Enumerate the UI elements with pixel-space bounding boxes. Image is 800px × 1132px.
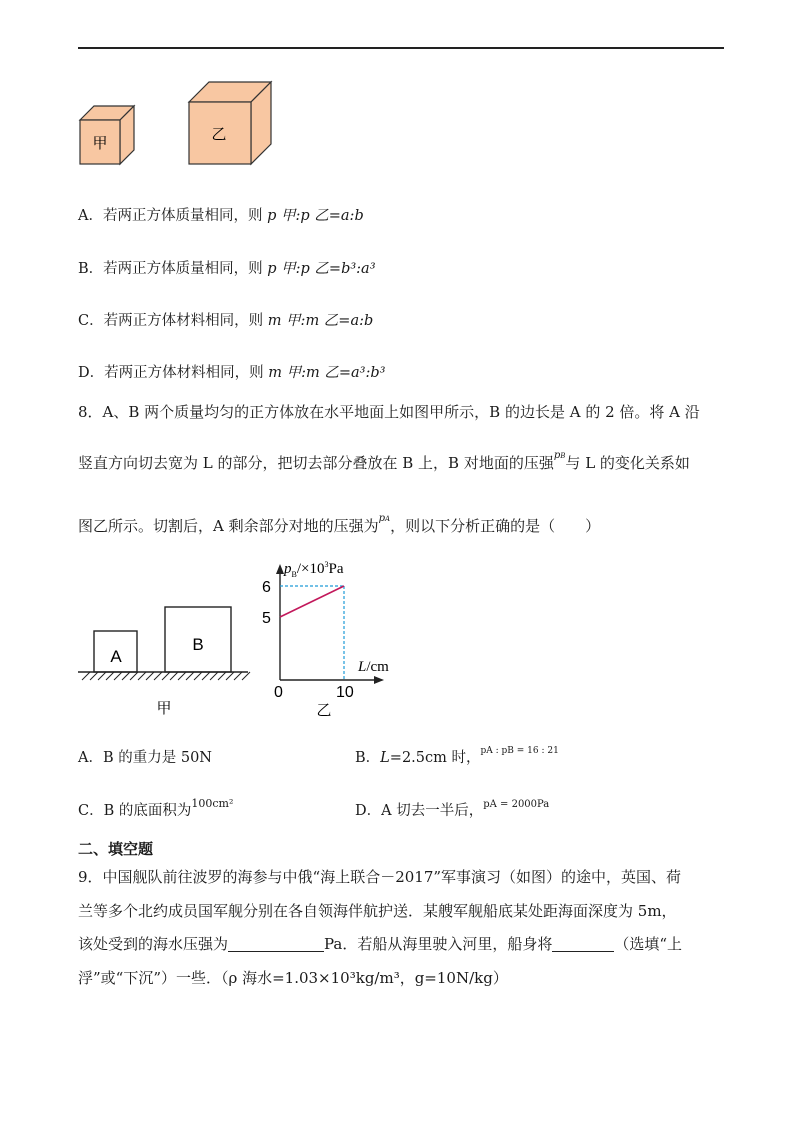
q7-option-c-formula: m 甲:m 乙=a:b bbox=[267, 313, 374, 329]
q7-option-a-text: A．若两正方体质量相同，则 bbox=[78, 208, 263, 224]
q7-option-d bbox=[78, 361, 385, 382]
graph-y-label: $p_B/\times 10^3Pa$ bbox=[284, 560, 344, 579]
q8-pa-symbol: pA bbox=[378, 513, 391, 524]
q7-option-c-text: C．若两正方体材料相同，则 bbox=[78, 313, 264, 329]
pb-line bbox=[280, 586, 344, 617]
q9-line-2: 兰等多个北约成员国军舰分别在各自领海伴航护送．某艘军舰船底某处距海面深度为 5m， bbox=[78, 902, 677, 920]
q7-option-a bbox=[78, 204, 364, 225]
block-b-label: B bbox=[192, 635, 204, 654]
q8-line-2 bbox=[78, 450, 690, 474]
q8-option-d-formula: pA = 2000Pa bbox=[483, 799, 550, 810]
q8-line-2-text-b: 与 L 的变化关系如 bbox=[565, 454, 690, 472]
q7-option-d-text: D．若两正方体材料相同，则 bbox=[78, 365, 264, 381]
cube-jia-label: 甲 bbox=[92, 134, 108, 152]
q8-option-c: C．B 的底面积为$^{100cm^2}$ bbox=[78, 797, 234, 819]
header-rule bbox=[78, 47, 724, 49]
graph-yi bbox=[260, 554, 410, 724]
tick-y-6: 6 bbox=[262, 579, 271, 596]
q7-option-d-formula: m 甲:m 乙=a³:b³ bbox=[268, 365, 386, 381]
cube-yi bbox=[189, 82, 271, 164]
q7-option-c bbox=[78, 309, 373, 330]
q8-option-b-formula: pA : pB = 16 : 21 bbox=[480, 746, 559, 756]
q8-line-3 bbox=[78, 513, 601, 537]
q8-line-3-text-a: 图乙所示。切割后，A 剩余部分对地的压强为 bbox=[78, 517, 379, 535]
q9-line-1: 9．中国舰队前往波罗的海参与中俄“海上联合－2017”军事演习（如图）的途中，英国、荷 bbox=[78, 868, 682, 886]
section-title: 二、填空题 bbox=[78, 840, 154, 858]
q7-option-b bbox=[78, 257, 376, 278]
q9-blank-1[interactable] bbox=[228, 937, 324, 952]
q8-option-a: A．B 的重力是 50N bbox=[78, 750, 212, 766]
q8-line-2-text-a: 竖直方向切去宽为 L 的部分，把切去部分叠放在 B 上，B 对地面的压强 bbox=[78, 454, 554, 472]
figure-jia-caption: 甲 bbox=[156, 699, 172, 717]
q9-blank-2[interactable] bbox=[552, 937, 614, 952]
x-axis-arrow bbox=[374, 676, 384, 684]
ground-hatch bbox=[82, 672, 250, 680]
q8-option-b: B．L=2.5cm 时，$^{pA : pB = 16 : 21}$ bbox=[355, 746, 559, 766]
cubes-figure bbox=[78, 80, 278, 170]
q7-option-b-text: B．若两正方体质量相同，则 bbox=[78, 261, 263, 277]
tick-x-10: 10 bbox=[336, 684, 354, 701]
figure-jia bbox=[76, 600, 256, 720]
q8-option-c-value: 100cm² bbox=[191, 797, 234, 810]
q8-pb-symbol: pB bbox=[553, 450, 566, 461]
graph-x-label: L/cm bbox=[358, 659, 389, 675]
tick-y-5: 5 bbox=[262, 610, 271, 627]
q9-line-4: 浮”或“下沉”）一些．（ρ 海水=1.03×10³kg/m³，g=10N/kg） bbox=[78, 969, 508, 987]
q8-line-1: 8．A、B 两个质量均匀的正方体放在水平地面上如图甲所示，B 的边长是 A 的 2 倍。将 A 沿 bbox=[78, 403, 700, 421]
q9-line-3: 该处受到的海水压强为 Pa．若船从海里驶入河里，船身将 （选填“上 bbox=[78, 935, 683, 953]
block-a-label: A bbox=[110, 647, 122, 666]
cube-jia bbox=[80, 106, 134, 164]
q8-option-d: D．A 切去一半后，$^{pA = 2000Pa}$ bbox=[355, 799, 550, 819]
q7-option-a-formula: p 甲:p 乙=a:b bbox=[267, 208, 364, 224]
q8-line-3-text-b: ，则以下分析正确的是（ ） bbox=[390, 517, 601, 535]
tick-x-0: 0 bbox=[274, 684, 283, 701]
q7-option-b-formula: p 甲:p 乙=b³:a³ bbox=[267, 261, 376, 277]
y-axis-arrow bbox=[276, 564, 284, 574]
graph-caption: 乙 bbox=[316, 701, 332, 719]
cube-yi-label: 乙 bbox=[211, 125, 227, 143]
